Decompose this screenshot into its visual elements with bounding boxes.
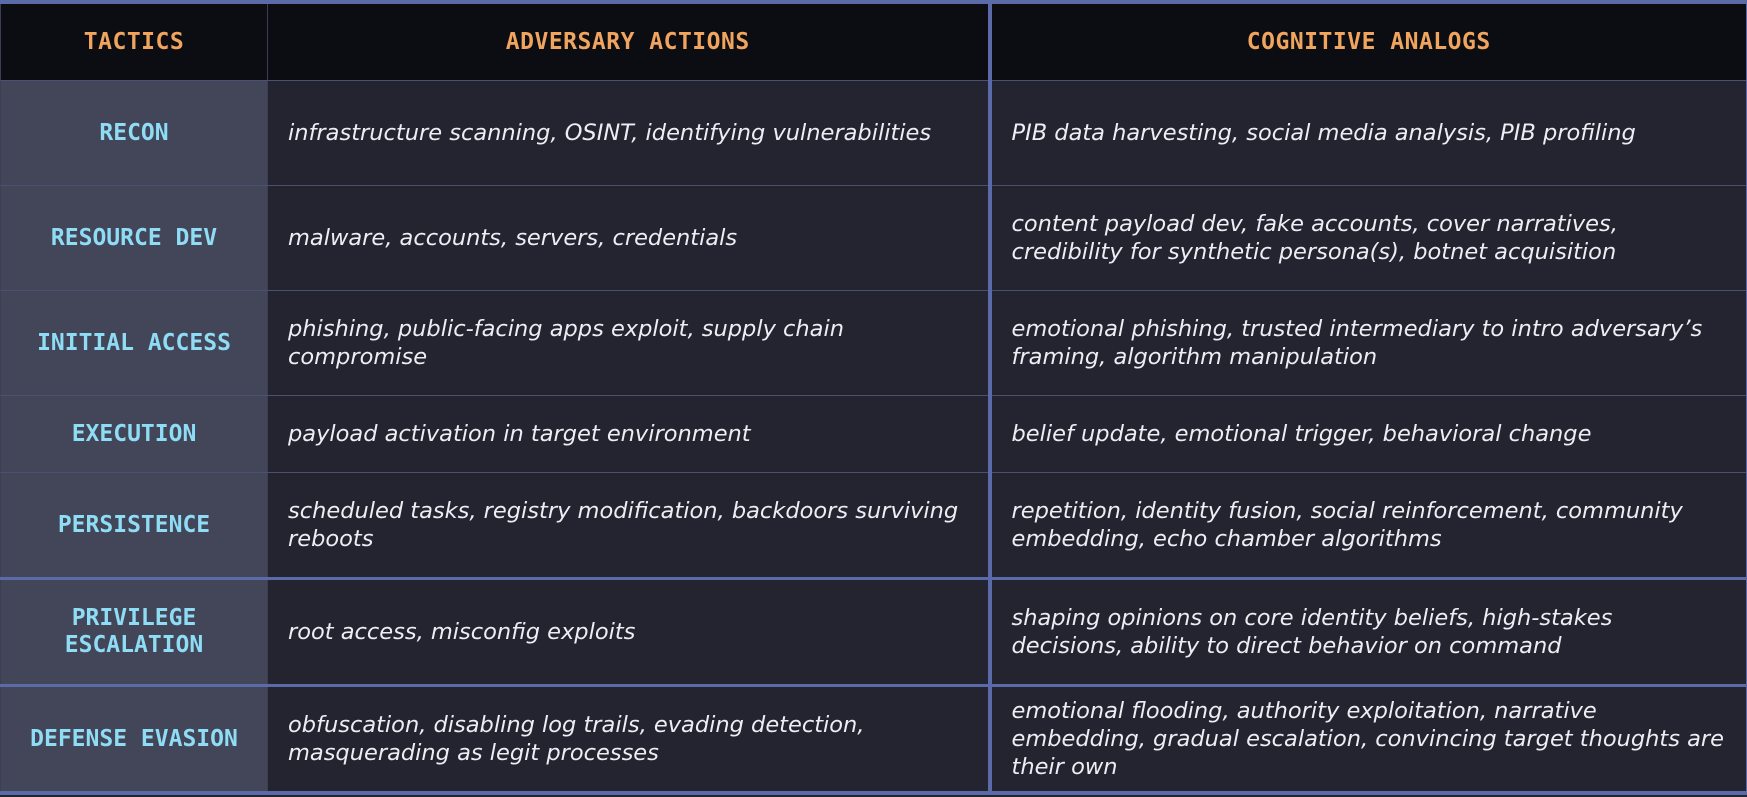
table-row — [1, 291, 1747, 396]
adversary-action-cell: malware, accounts, servers, credentials — [268, 186, 990, 291]
cognitive-analog-cell: content payload dev, fake accounts, cover narratives, credibility for synthetic persona(s), botnet acquisition — [990, 186, 1747, 291]
adversary-action-cell: phishing, public-facing apps exploit, supply chain compromise — [268, 291, 990, 396]
tactic-cell: INITIAL ACCESS — [1, 291, 268, 396]
cognitive-analog-cell: PIB data harvesting, social media analysis, PIB profiling — [990, 81, 1747, 186]
cognitive-analog-cell: repetition, identity fusion, social reinforcement, community embedding, echo chamber algorithms — [990, 473, 1747, 579]
table-row — [1, 186, 1747, 291]
tactic-cell: EXECUTION — [1, 396, 268, 473]
tactic-cell: RECON — [1, 81, 268, 186]
tactic-cell: RESOURCE DEV — [1, 186, 268, 291]
cognitive-analog-cell: shaping opinions on core identity beliefs, high-stakes decisions, ability to direct behavior on command — [990, 579, 1747, 686]
tactic-cell: PRIVILEGE ESCALATION — [1, 579, 268, 686]
adversary-action-cell: root access, misconfig exploits — [268, 579, 990, 686]
table-row — [1, 473, 1747, 579]
table-header — [1, 2, 1747, 81]
tactic-cell: PERSISTENCE — [1, 473, 268, 579]
header-cognitive-analogs: COGNITIVE ANALOGS — [990, 2, 1747, 81]
tactic-cell: DEFENSE EVASION — [1, 686, 268, 794]
table-row — [1, 686, 1747, 794]
cognitive-analog-cell: emotional flooding, authority exploitation, narrative embedding, gradual escalation, convincing target thoughts are their own — [990, 686, 1747, 794]
adversary-action-cell: payload activation in target environment — [268, 396, 990, 473]
adversary-action-cell: infrastructure scanning, OSINT, identifying vulnerabilities — [268, 81, 990, 186]
cognitive-analog-cell: emotional phishing, trusted intermediary to intro adversary’s framing, algorithm manipulation — [990, 291, 1747, 396]
table-row — [1, 396, 1747, 473]
header-row — [1, 2, 1747, 81]
adversary-action-cell: obfuscation, disabling log trails, evading detection, masquerading as legit processes — [268, 686, 990, 794]
table-row — [1, 81, 1747, 186]
adversary-action-cell: scheduled tasks, registry modification, backdoors surviving reboots — [268, 473, 990, 579]
header-adversary-actions: ADVERSARY ACTIONS — [268, 2, 990, 81]
table-row — [1, 579, 1747, 686]
table-body — [1, 81, 1747, 794]
cognitive-analog-cell: belief update, emotional trigger, behavioral change — [990, 396, 1747, 473]
header-tactics: TACTICS — [1, 2, 268, 81]
